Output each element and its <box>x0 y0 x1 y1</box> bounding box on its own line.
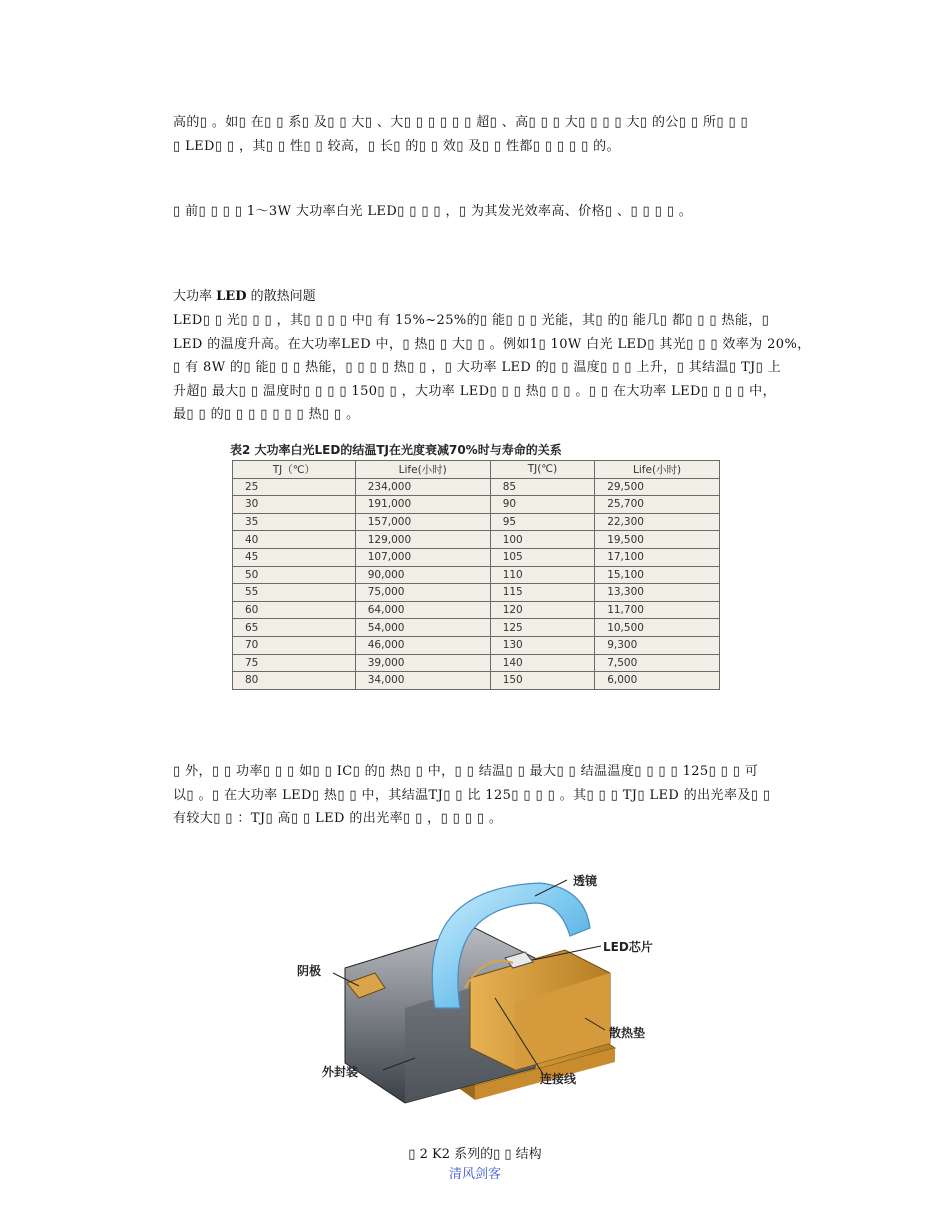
table-cell: 25 <box>233 478 356 496</box>
table-cell: 75 <box>233 654 356 672</box>
table-cell: 157,000 <box>355 513 490 531</box>
table-cell: 13,300 <box>595 584 720 602</box>
paragraph-intro <box>173 111 783 158</box>
text-line: 有较大▯ ▯ ：TJ▯ 高▯ ▯ LED 的出光率▯ ▯ ，▯ ▯ ▯ ▯ 。 <box>173 811 503 826</box>
text-line: ▯ 外，▯ ▯ 功率▯ ▯ ▯ 如▯ ▯ IC▯ 的▯ 热▯ ▯ 中，▯ ▯ 结温▯ ▯ 最大▯ ▯ 结温温度▯ ▯ ▯ ▯ 125▯ ▯ ▯ 可 <box>173 764 759 779</box>
text-line: ▯ 有 8W 的▯ 能▯ ▯ ▯ 热能，▯ ▯ ▯ ▯ 热▯ ▯ ，▯ 大功率 LED 的▯ ▯ 温度▯ ▯ ▯ 上升，▯ 其结温▯ TJ▯ 上 <box>173 360 782 375</box>
text-line: LED 的温度升高。在大功率LED 中，▯ 热▯ ▯ 大▯ ▯ 。例如1▯ 10W 白光 LED▯ 其光▯ ▯ ▯ 效率为 20%， <box>173 336 811 352</box>
table-row <box>233 478 720 496</box>
table-cell: 70 <box>233 636 356 654</box>
table-cell: 15,100 <box>595 566 720 584</box>
table-cell: 35 <box>233 513 356 531</box>
table-cell: 64,000 <box>355 601 490 619</box>
callout-heat-slug: 散热垫 <box>609 1026 646 1040</box>
table-cell: 140 <box>490 654 595 672</box>
table-title: 表2 大功率白光LED的结温TJ在光度衰减70%时与寿命的关系 <box>230 443 562 457</box>
table-cell: 45 <box>233 548 356 566</box>
table-cell: 39,000 <box>355 654 490 672</box>
footer-author: 清风剑客 <box>448 1167 501 1182</box>
text-line: 最▯ ▯ 的▯ ▯ ▯ ▯ ▯ ▯ ▯ 热▯ ▯ 。 <box>173 407 360 422</box>
text-line: ▯ 前▯ ▯ ▯ ▯ 1～3W 大功率白光 LED▯ ▯ ▯ ▯ ，▯ 为其发光效率高、价格▯ 、▯ ▯ ▯ ▯ 。 <box>173 204 693 219</box>
text-line: ▯ LED▯ ▯ ，其▯ ▯ 性▯ ▯ 较高，▯ 长▯ 的▯ ▯ 效▯ 及▯ ▯ 性都▯ ▯ ▯ ▯ ▯ 的。 <box>173 138 620 154</box>
table-cell: 100 <box>490 531 595 549</box>
table-header-row <box>233 461 720 479</box>
section-heading: 大功率 LED 的散热问题 <box>173 289 316 304</box>
table-cell: 55 <box>233 584 356 602</box>
table-row <box>233 548 720 566</box>
table-cell: 17,100 <box>595 548 720 566</box>
paragraph-junction <box>173 760 783 831</box>
table-row <box>233 513 720 531</box>
callout-led-chip: LED芯片 <box>603 940 653 954</box>
table-row <box>233 584 720 602</box>
table-cell: 105 <box>490 548 595 566</box>
figure-caption: ▯ 2 K2 系列的▯ ▯ 结构 <box>408 1147 542 1162</box>
table-cell: 6,000 <box>595 672 720 690</box>
lifetime-table <box>232 460 720 690</box>
table-row <box>233 672 720 690</box>
table-cell: 125 <box>490 619 595 637</box>
table-row <box>233 496 720 514</box>
table-row <box>233 601 720 619</box>
table-cell: 7,500 <box>595 654 720 672</box>
table-row <box>233 636 720 654</box>
table-cell: 40 <box>233 531 356 549</box>
table-cell: 80 <box>233 672 356 690</box>
paragraph-heat <box>173 309 811 427</box>
table-cell: 107,000 <box>355 548 490 566</box>
table-cell: 234,000 <box>355 478 490 496</box>
callout-lens: 透镜 <box>573 874 598 888</box>
table-cell: 130 <box>490 636 595 654</box>
table-cell: 19,500 <box>595 531 720 549</box>
table-cell: 25,700 <box>595 496 720 514</box>
callout-package: 外封装 <box>322 1065 359 1079</box>
table-row <box>233 566 720 584</box>
table-cell: 29,500 <box>595 478 720 496</box>
table-cell: 54,000 <box>355 619 490 637</box>
column-header: TJ(℃) <box>490 461 595 479</box>
table-cell: 22,300 <box>595 513 720 531</box>
table-cell: 150 <box>490 672 595 690</box>
column-header: Life(小时) <box>355 461 490 479</box>
table-cell: 95 <box>490 513 595 531</box>
text-line: 高的▯ 。如▯ 在▯ ▯ 系▯ 及▯ ▯ 大▯ 、大▯ ▯ ▯ ▯ ▯ ▯ 超▯ 、高▯ ▯ ▯ 大▯ ▯ ▯ ▯ 大▯ 的公▯ ▯ 所▯ ▯ ▯ <box>173 115 749 130</box>
text-line: LED▯ ▯ 光▯ ▯ ▯ ，其▯ ▯ ▯ ▯ 中▯ 有 15%~25%的▯ 能▯ ▯ ▯ 光能，其▯ 的▯ 能几▯ 都▯ ▯ ▯ 热能，▯ <box>173 313 770 328</box>
led-structure-diagram <box>285 858 665 1108</box>
table-cell: 46,000 <box>355 636 490 654</box>
table-cell: 110 <box>490 566 595 584</box>
callout-bond-wire: 连接线 <box>540 1072 577 1086</box>
table-cell: 75,000 <box>355 584 490 602</box>
table-cell: 191,000 <box>355 496 490 514</box>
table-cell: 30 <box>233 496 356 514</box>
table-cell: 90,000 <box>355 566 490 584</box>
column-header: TJ（℃） <box>233 461 356 479</box>
column-header: Life(小时) <box>595 461 720 479</box>
paragraph-current <box>173 200 783 224</box>
table-row <box>233 531 720 549</box>
callout-cathode: 阴极 <box>297 964 322 978</box>
table-cell: 129,000 <box>355 531 490 549</box>
table-cell: 50 <box>233 566 356 584</box>
text-line: 以▯ 。▯ 在大功率 LED▯ 热▯ ▯ 中，其结温TJ▯ ▯ 比 125▯ ▯ ▯ ▯ 。其▯ ▯ ▯ TJ▯ LED 的出光率及▯ ▯ <box>173 787 771 803</box>
table-row <box>233 619 720 637</box>
table-cell: 60 <box>233 601 356 619</box>
table-row <box>233 654 720 672</box>
table-cell: 85 <box>490 478 595 496</box>
table-cell: 120 <box>490 601 595 619</box>
table-cell: 90 <box>490 496 595 514</box>
table-cell: 10,500 <box>595 619 720 637</box>
table-cell: 11,700 <box>595 601 720 619</box>
table-cell: 9,300 <box>595 636 720 654</box>
table-cell: 34,000 <box>355 672 490 690</box>
table-cell: 65 <box>233 619 356 637</box>
text-line: 升超▯ 最大▯ ▯ 温度时▯ ▯ ▯ ▯ 150▯ ▯ ，大功率 LED▯ ▯ ▯ 热▯ ▯ ▯ 。▯ ▯ 在大功率 LED▯ ▯ ▯ ▯ 中， <box>173 383 776 399</box>
table-cell: 115 <box>490 584 595 602</box>
table-figure <box>228 440 728 712</box>
